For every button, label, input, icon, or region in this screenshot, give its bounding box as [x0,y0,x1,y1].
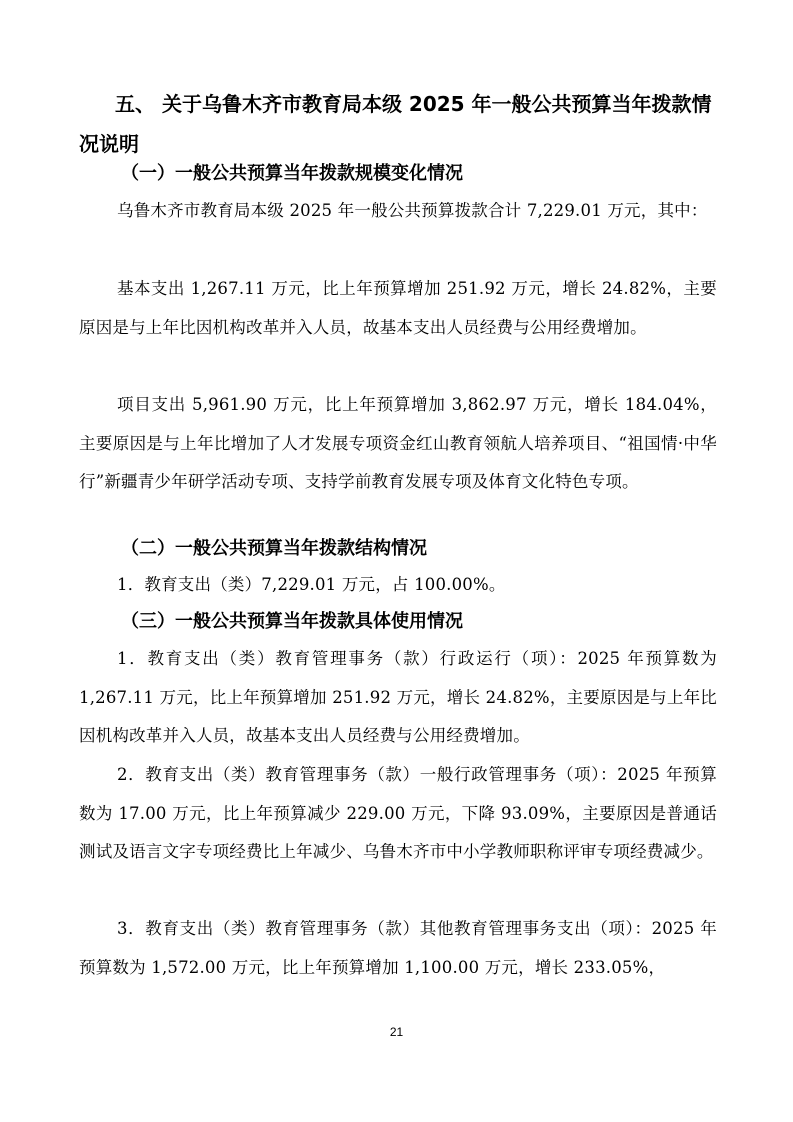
subsection-heading-3: （三）一般公共预算当年拨款具体使用情况 [121,611,463,632]
section-heading: 五、 关于乌鲁木齐市教育局本级 2025 年一般公共预算当年拨款情况说明 [79,92,712,156]
subsection-heading-1: （一）一般公共预算当年拨款规模变化情况 [121,163,463,184]
paragraph-usage-item-2: 2．教育支出（类）教育管理事务（款）一般行政管理事务（项）：2025 年预算数为 17.00 万元，比上年预算减少 229.00 万元，下降 93.09%，主要原因是普通话测试及语言文字专项经费比上年减少、乌鲁木齐市中小学教师职称评审专项经费减少。 [79,765,717,861]
paragraph-usage-item-3: 3．教育支出（类）教育管理事务（款）其他教育管理事务支出（项）：2025 年预算数为 1,572.00 万元，比上年预算增加 1,100.00 万元，增长 233.05%， [79,919,717,977]
paragraph-structure: 1．教育支出（类）7,229.01 万元，占 100.00%。 [117,575,506,594]
paragraph-usage-item-1: 1．教育支出（类）教育管理事务（款）行政运行（项）：2025 年预算数为 1,267.11 万元，比上年预算增加 251.92 万元，增长 24.82%，主要原因是与上年比因机构改革并入人员，故基本支出人员经费与公用经费增加。 [79,649,717,745]
page-number: 21 [389,1025,404,1039]
paragraph-basic-expenditure: 基本支出 1,267.11 万元，比上年预算增加 251.92 万元，增长 24.82%，主要原因是与上年比因机构改革并入人员，故基本支出人员经费与公用经费增加。 [79,279,717,337]
subsection-heading-2: （二）一般公共预算当年拨款结构情况 [121,538,427,559]
paragraph-project-expenditure: 项目支出 5,961.90 万元，比上年预算增加 3,862.97 万元，增长 184.04%，主要原因是与上年比增加了人才发展专项资金红山教育领航人培养项目、“祖国情·中华行”新疆青少年研学活动专项、支持学前教育发展专项及体育文化特色专项。 [79,395,717,491]
paragraph-total-appropriation: 乌鲁木齐市教育局本级 2025 年一般公共预算拨款合计 7,229.01 万元，其中： [117,201,708,220]
